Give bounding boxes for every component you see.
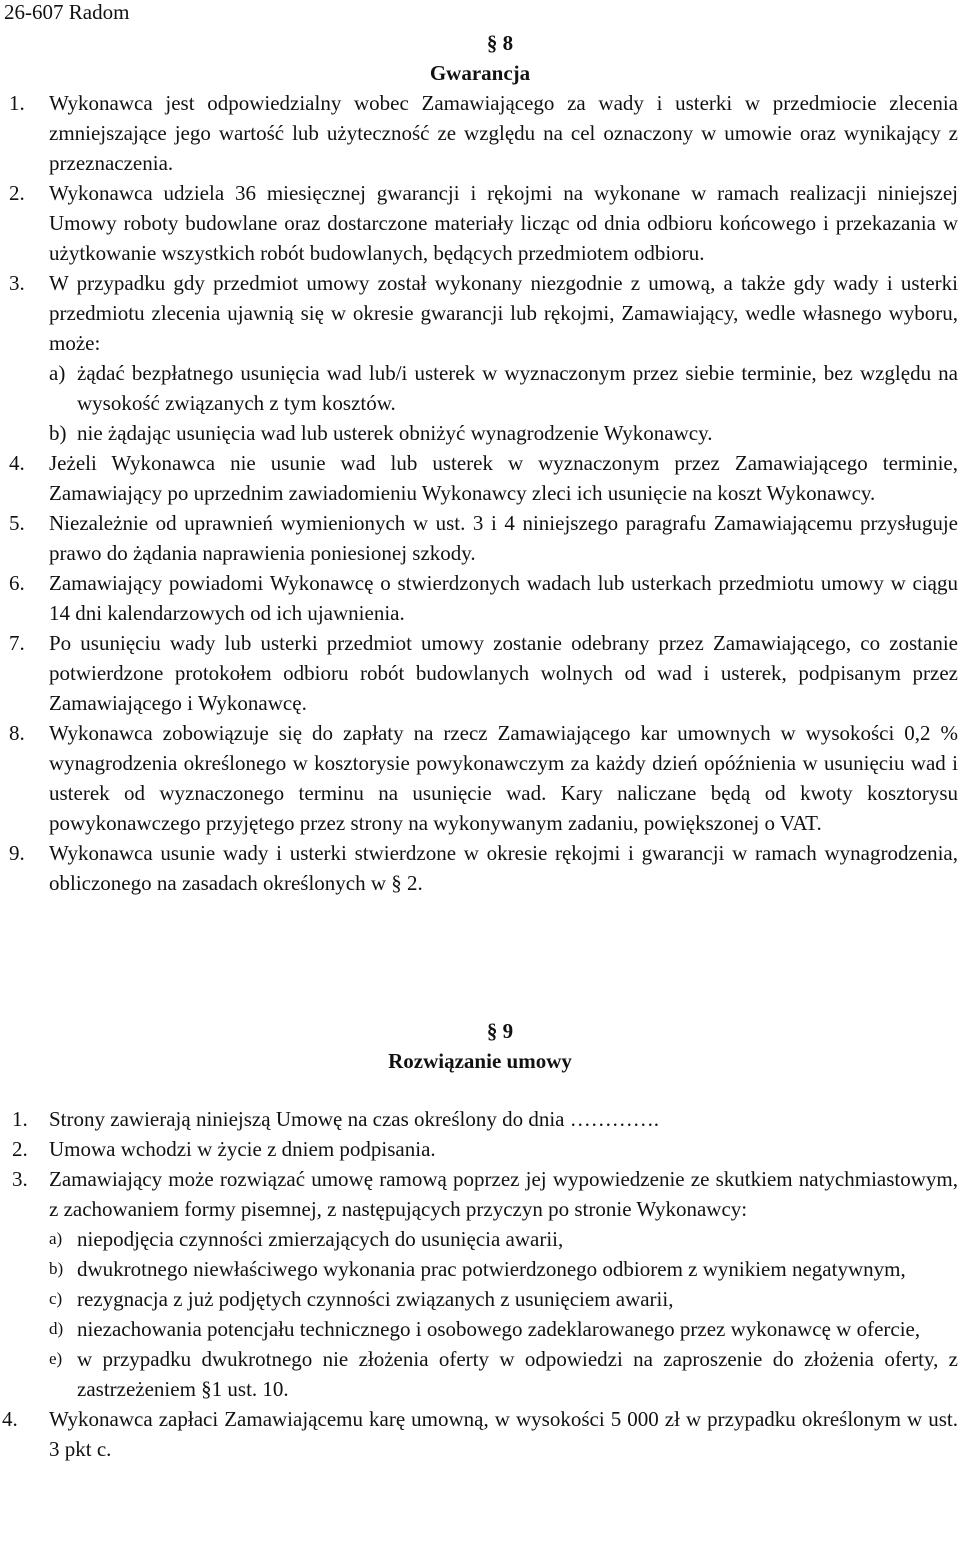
section-9-number: § 9	[486, 1019, 514, 1043]
list-item: 3. W przypadku gdy przedmiot umowy został wykonany niezgodnie z umową, a także gdy wady i usterki przedmiotu zlecenia ujawnią się w okresie gwarancji lub rękojmi, Zamawiający, wedle własnego wyboru, może:	[9, 271, 958, 355]
list-item: 6. Zamawiający powiadomi Wykonawcę o stwierdzonych wadach lub usterkach przedmiotu umowy w ciągu 14 dni kalendarzowych od ich ujawnienia.	[9, 571, 958, 625]
section-8-number: § 8	[486, 31, 514, 55]
list-item: 4. Jeżeli Wykonawca nie usunie wad lub usterek w wyznaczonym przez Zamawiającego terminie, Zamawiający po uprzednim zawiadomieniu Wykonawcy zleci ich usunięcie na koszt Wykonawcy.	[9, 451, 958, 505]
list-item: 4. Wykonawca zapłaci Zamawiającemu karę umowną, w wysokości 5 000 zł w przypadku określonym w ust. 3 pkt c.	[2, 1407, 958, 1461]
list-subitem: c) rezygnacja z już podjętych czynności związanych z usunięciem awarii,	[49, 1287, 674, 1311]
list-subitem: a) niepodjęcia czynności zmierzających do usunięcia awarii,	[49, 1227, 564, 1251]
list-subitem: a) żądać bezpłatnego usunięcia wad lub/i usterek w wyznaczonym przez siebie terminie, bez względu na wysokość związanych z tym kosztów.	[49, 361, 958, 415]
list-item: 9. Wykonawca usunie wady i usterki stwierdzone w okresie rękojmi i gwarancji w ramach wynagrodzenia, obliczonego na zasadach określonych w § 2.	[9, 841, 958, 895]
list-item: 7. Po usunięciu wady lub usterki przedmiot umowy zostanie odebrany przez Zamawiającego, co zostanie potwierdzone protokołem odbioru robót budowlanych wolnych od wad i usterek, podpisanym przez Zamawiającego i Wykonawcę.	[9, 631, 958, 715]
list-item: 1. Strony zawierają niniejszą Umowę na czas określony do dnia ………….	[12, 1107, 659, 1131]
section-8-heading	[0, 28, 960, 88]
list-subitem: e) w przypadku dwukrotnego nie złożenia oferty w odpowiedzi na zaproszenie do złożenia oferty, z zastrzeżeniem §1 ust. 10.	[49, 1347, 958, 1401]
list-subitem: b) dwukrotnego niewłaściwego wykonania prac potwierdzonego odbiorem z wynikiem negatywnym,	[49, 1257, 906, 1281]
list-subitem: b) nie żądając usunięcia wad lub usterek obniżyć wynagrodzenie Wykonawcy.	[49, 421, 713, 445]
section-8-title: Gwarancja	[429, 61, 531, 85]
list-item: 3. Zamawiający może rozwiązać umowę ramową poprzez jej wypowiedzenie ze skutkiem natychmiastowym, z zachowaniem formy pisemnej, z następujących przyczyn po stronie Wykonawcy:	[12, 1167, 958, 1221]
header-location: 26-607 Radom	[4, 0, 130, 24]
section-9-list	[0, 1104, 958, 1464]
list-item: 5. Niezależnie od uprawnień wymienionych w ust. 3 i 4 niniejszego paragrafu Zamawiającemu przysługuje prawo do żądania naprawienia poniesionej szkody.	[9, 511, 958, 565]
section-9-heading	[0, 1016, 960, 1076]
list-item: 8. Wykonawca zobowiązuje się do zapłaty na rzecz Zamawiającego kar umownych w wysokości 0,2 % wynagrodzenia określonego w kosztorysie powykonawczym za każdy dzień opóźnienia w usunięciu wad i usterek od wyznaczonego terminu na usunięcie wad. Kary naliczane będą od kwoty kosztorysu powykonawczego przyjętego przez strony na wykonywanym zadaniu, powiększonej o VAT.	[9, 721, 958, 835]
list-item: 1. Wykonawca jest odpowiedzialny wobec Zamawiającego za wady i usterki w przedmiocie zlecenia zmniejszające jego wartość lub użyteczność ze względu na cel oznaczony w umowie oraz wynikający z przeznaczenia.	[9, 91, 958, 175]
list-item: 2. Umowa wchodzi w życie z dniem podpisania.	[12, 1137, 436, 1161]
section-9-title: Rozwiązanie umowy	[388, 1049, 572, 1073]
section-8-list	[0, 88, 958, 898]
list-subitem: d) niezachowania potencjału technicznego i osobowego zadeklarowanego przez wykonawcę w ofercie,	[49, 1317, 921, 1341]
list-item: 2. Wykonawca udziela 36 miesięcznej gwarancji i rękojmi na wykonane w ramach realizacji niniejszej Umowy roboty budowlane oraz dostarczone materiały licząc od dnia odbioru końcowego i przekazania w użytkowanie wszystkich robót budowlanych, będących przedmiotem odbioru.	[9, 181, 958, 265]
